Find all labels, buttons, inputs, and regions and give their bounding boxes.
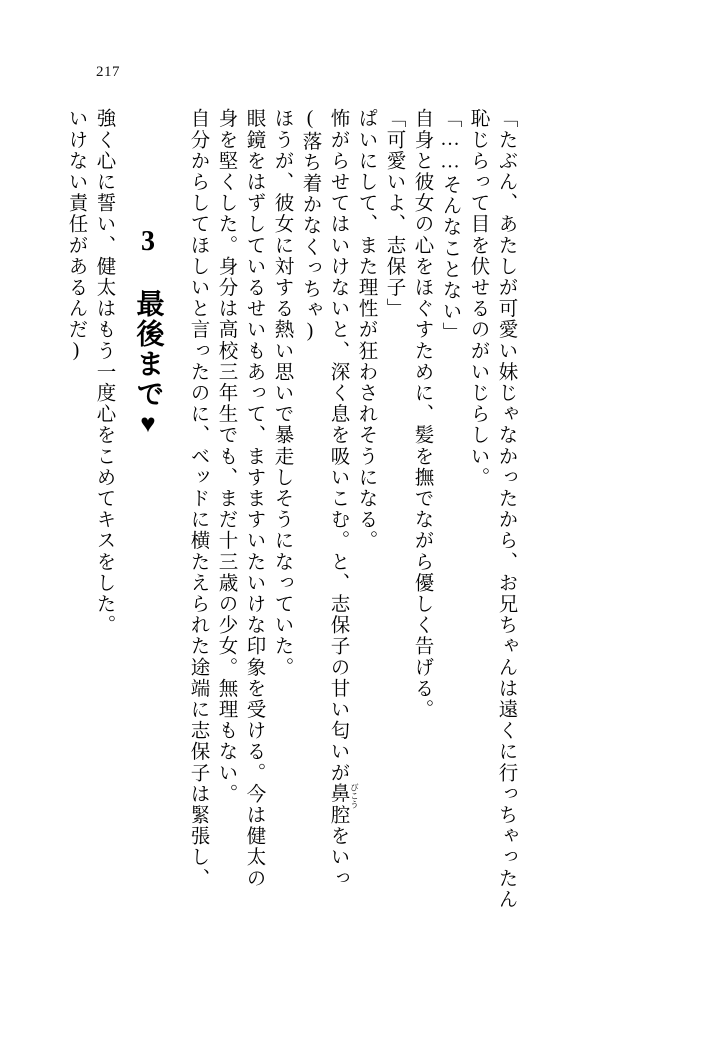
vertical-text-body [66,108,666,968]
text-column: 恥じらって目を伏せるのがいじらしい。 [467,108,489,488]
text-column: いけない責任があるんだ) [65,108,87,363]
text-column: 自分からしてほしいと言ったのに、ベッドに横たえられた途端に志保子は緊張し、 [187,108,209,889]
section-heading [128,108,168,1050]
text-column: 身を堅くした。身分は高校三年生でも、まだ十三歳の少女。無理もない。 [215,108,237,805]
text-column: 自身と彼女の心をほぐすために、髪を撫でながら優しく告げる。 [411,108,433,720]
text-column: 「たぶん、あたしが可愛い妹じゃなかったから、お兄ちゃんは遠くに行っちゃったん [495,108,517,910]
ruby-base: 鼻腔 びこう [327,783,360,826]
heart-icon: ♥ [133,409,163,440]
text-column: 「可愛いよ、志保子」 [383,108,405,319]
page-number: 217 [96,64,120,80]
text-column: 強く心に誓い、健太はもう一度心をこめてキスをした。 [93,108,115,636]
text-column: 「……そんなことない」 [439,108,461,344]
section-heading-text: 3 最後まで [132,226,164,409]
text-column: (落ち着かなくっちゃ) [299,108,321,344]
text-column: ぱいにして、また理性が狂わされそうになる。 [355,108,377,552]
text-column: 眼鏡をはずしているせいもあって、ますますいたいけな印象を受ける。今は健太の [243,108,265,889]
text-column-with-ruby [327,108,360,968]
ruby-furigana: びこう [349,783,360,809]
text-column: 怖がらせてはいけないと、深く息を吸いこむ。と、志保子の甘い匂いが鼻腔 びこう をいっ [327,108,360,889]
text-column: ほうが、彼女に対する熱い思いで暴走しそうになっていた。 [271,108,293,678]
